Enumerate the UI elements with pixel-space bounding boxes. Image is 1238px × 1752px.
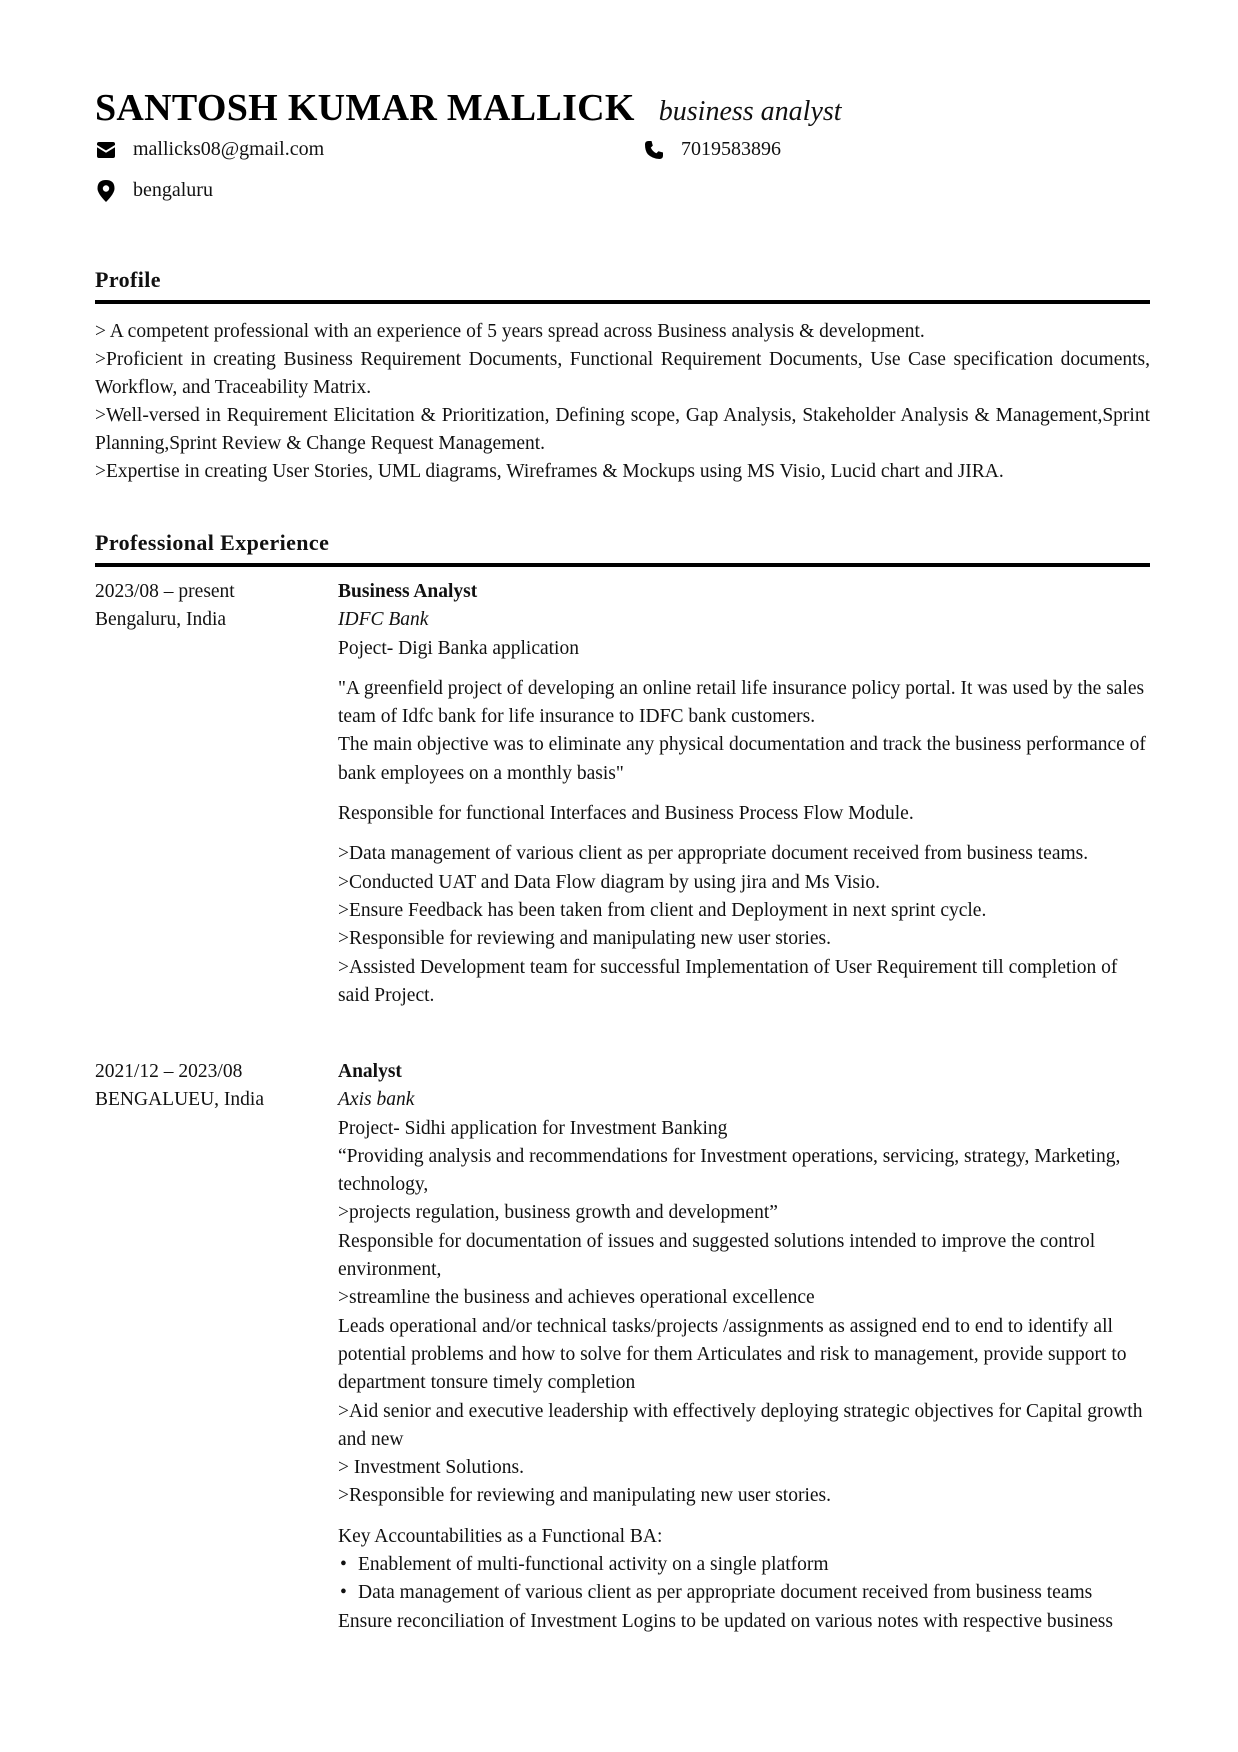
profile-line: >Proficient in creating Business Requirement Documents, Functional Requirement Documents, Use Case specification documents, Workflow, and Traceability Matrix. — [95, 349, 1150, 398]
profile-line: >Well-versed in Requirement Elicitation & Prioritization, Defining scope, Gap Analysis, Stakeholder Analysis & Management,Sprint Planning,Sprint Review & Change Request Management. — [95, 405, 1150, 454]
experience-closing: Ensure reconciliation of Investment Logins to be updated on various notes with respective business — [338, 1610, 1113, 1632]
candidate-name: SANTOSH KUMAR MALLICK — [95, 87, 635, 129]
experience-company: IDFC Bank — [338, 609, 429, 631]
experience-line: > Investment Solutions. — [338, 1457, 524, 1479]
contact-location — [95, 179, 213, 202]
experience-location: Bengaluru, India — [95, 609, 227, 631]
section-divider — [95, 300, 1150, 304]
experience-details — [338, 578, 1150, 1010]
experience-role: Analyst — [338, 1061, 402, 1082]
experience-description: "A greenfield project of developing an online retail life insurance policy portal. It was used by the sales team of Idfc bank for life insurance to IDFC bank customers. — [338, 677, 1145, 728]
experience-line: Responsible for documentation of issues and suggested solutions intended to improve the control environment, — [338, 1230, 1096, 1281]
list-item: • Data management of various client as per appropriate document received from business teams — [338, 1579, 1150, 1607]
experience-line: “Providing analysis and recommendations for Investment operations, servicing, strategy, Marketing, technology, — [338, 1145, 1121, 1196]
experience-point: >Responsible for reviewing and manipulating new user stories. — [338, 928, 831, 950]
contact-email — [95, 138, 324, 161]
experience-point: >Assisted Development team for successful Implementation of User Requirement till completion of said Project. — [338, 956, 1118, 1006]
profile-line: >Expertise in creating User Stories, UML diagrams, Wireframes & Mockups using MS Visio, Lucid chart and JIRA. — [95, 461, 1004, 482]
experience-line: Leads operational and/or technical tasks/projects /assignments as assigned end to end to identify all potential problems and how to solve for them Articulates and risk to management, provide support to department tonsure timely completion — [338, 1315, 1127, 1394]
experience-point: >Ensure Feedback has been taken from client and Deployment in next sprint cycle. — [338, 899, 987, 921]
experience-meta — [95, 578, 325, 635]
location-text: bengaluru — [133, 179, 213, 201]
experience-line: >projects regulation, business growth and development” — [338, 1202, 778, 1224]
experience-line: Project- Sidhi application for Investment Banking — [338, 1117, 728, 1139]
contact-phone — [643, 138, 781, 161]
experience-heading: Professional Experience — [95, 530, 330, 555]
accountabilities-list — [338, 1551, 1150, 1608]
experience-project: Poject- Digi Banka application — [338, 637, 579, 659]
experience-role: Business Analyst — [338, 581, 478, 602]
email-text: mallicks08@gmail.com — [133, 138, 325, 160]
profile-heading: Profile — [95, 267, 161, 292]
experience-details — [338, 1058, 1150, 1636]
phone-icon — [643, 139, 665, 161]
key-accountabilities-heading: Key Accountabilities as a Functional BA: — [338, 1525, 663, 1547]
experience-responsibility: Responsible for functional Interfaces and Business Process Flow Module. — [338, 803, 914, 825]
experience-dates: 2023/08 – present — [95, 581, 235, 602]
experience-line: >Responsible for reviewing and manipulating new user stories. — [338, 1485, 831, 1507]
candidate-title: business analyst — [658, 96, 842, 127]
experience-objective: The main objective was to eliminate any physical documentation and track the business performance of bank employees on a monthly basis" — [338, 734, 1146, 784]
phone-text: 7019583896 — [681, 138, 781, 160]
experience-section-heading — [95, 529, 1150, 567]
experience-dates: 2021/12 – 2023/08 — [95, 1061, 243, 1082]
experience-company: Axis bank — [338, 1089, 415, 1111]
experience-location: BENGALUEU, India — [95, 1089, 264, 1111]
profile-summary — [95, 318, 1150, 486]
envelope-icon — [95, 139, 117, 161]
experience-line: >streamline the business and achieves operational excellence — [338, 1287, 815, 1309]
experience-point: >Conducted UAT and Data Flow diagram by using jira and Ms Visio. — [338, 871, 881, 893]
experience-meta — [95, 1058, 325, 1115]
resume-header — [95, 86, 1150, 130]
list-item: • Enablement of multi-functional activity on a single platform — [338, 1551, 1150, 1579]
profile-section-heading — [95, 266, 1150, 304]
experience-line: >Aid senior and executive leadership with effectively deploying strategic objectives for Capital growth and new — [338, 1400, 1143, 1450]
experience-point: >Data management of various client as per appropriate document received from business teams. — [338, 843, 1089, 865]
section-divider — [95, 563, 1150, 567]
map-pin-icon — [95, 180, 117, 202]
profile-line: > A competent professional with an experience of 5 years spread across Business analysis & development. — [95, 321, 925, 342]
